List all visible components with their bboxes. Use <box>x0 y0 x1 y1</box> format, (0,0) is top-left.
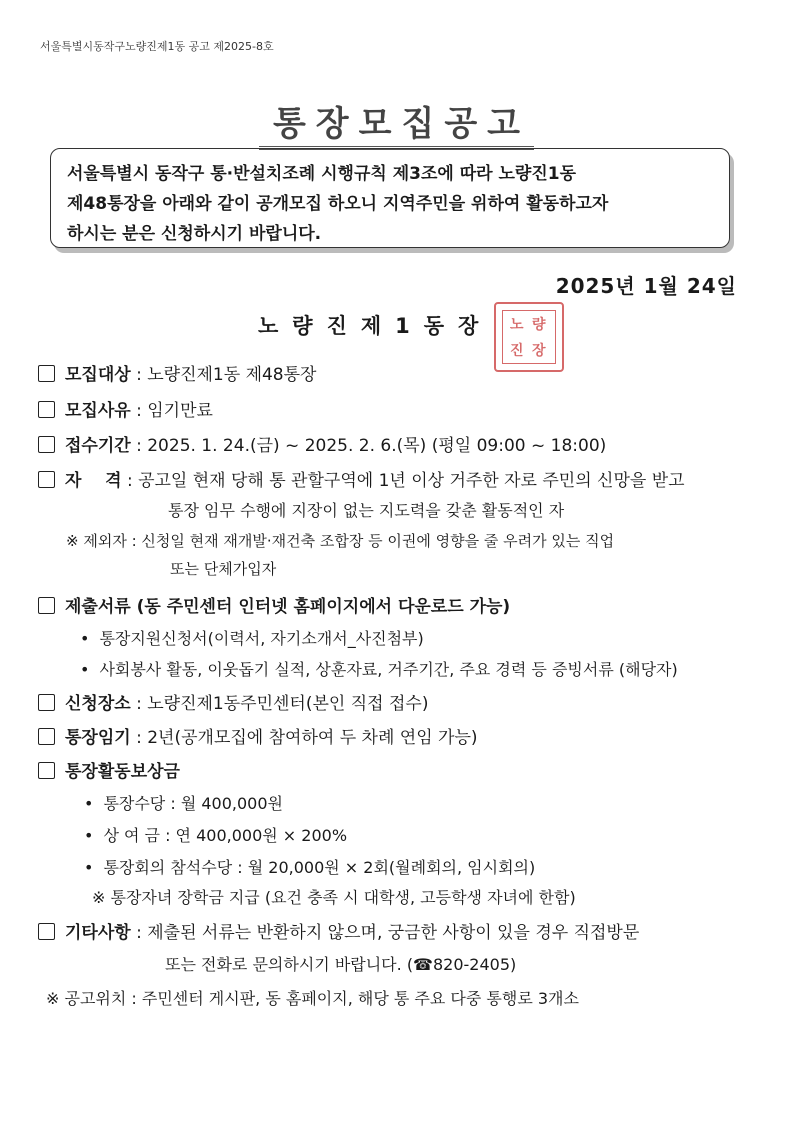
seal-glyph: 진 <box>510 343 524 359</box>
title-text: 통장모집공고 <box>259 104 534 150</box>
intro-line-3: 하시는 분은 신청하시기 바랍니다. <box>67 224 322 244</box>
seal-glyph: 량 <box>532 317 546 333</box>
page-title <box>0 96 793 145</box>
compensation-bullet-1: • 통장수당 : 월 400,000원 <box>84 791 283 814</box>
item-value: : 제출된 서류는 반환하지 않으며, 궁금한 사항이 있을 경우 직접방문 <box>136 923 640 943</box>
qualification-line-2: 통장 임무 수행에 지장이 없는 지도력을 갖춘 활동적인 자 <box>168 501 565 520</box>
item-label: 자 격 <box>65 471 122 491</box>
item-label: 접수기간 <box>65 436 131 456</box>
checkbox-etc <box>38 923 55 940</box>
item-value: : 2025. 1. 24.(금) ~ 2025. 2. 6.(목) (평일 09:00 ~ 18:00) <box>136 436 607 456</box>
item-value: : 노량진제1동 제48통장 <box>136 365 317 385</box>
documents-bullet-2: • 사회봉사 활동, 이웃돕기 실적, 상훈자료, 거주기간, 주요 경력 등 증빙서류 (해당자) <box>80 657 678 680</box>
item-reason <box>38 396 213 421</box>
item-label: 기타사항 <box>65 923 131 943</box>
notice-reference-number: 서울특별시동작구노량진제1동 공고 제2025-8호 <box>40 40 274 53</box>
item-value: : 임기만료 <box>136 401 213 421</box>
item-place <box>38 689 428 714</box>
item-documents <box>38 592 510 617</box>
item-etc <box>38 918 639 943</box>
checkbox-compensation <box>38 762 55 779</box>
scholarship-note: ※ 통장자녀 장학금 지급 (요건 충족 시 대학생, 고등학생 자녀에 한함) <box>92 888 576 907</box>
item-value: : 노량진제1동주민센터(본인 직접 접수) <box>136 694 429 714</box>
item-label: 모집사유 <box>65 401 131 421</box>
item-value: : 2년(공개모집에 참여하여 두 차례 연임 가능) <box>136 728 478 748</box>
checkbox-place <box>38 694 55 711</box>
intro-box <box>50 148 730 248</box>
item-term <box>38 723 478 748</box>
seal-glyph: 노 <box>510 317 524 333</box>
checkbox-documents <box>38 597 55 614</box>
documents-bullet-1: • 통장지원신청서(이력서, 자기소개서_사진첨부) <box>80 626 424 649</box>
checkbox-qualification <box>38 471 55 488</box>
intro-line-1: 서울특별시 동작구 통·반설치조례 시행규칙 제3조에 따라 노량진1동 <box>67 164 577 184</box>
compensation-bullet-3: • 통장회의 참석수당 : 월 20,000원 × 2회(월례회의, 임시회의) <box>84 855 535 878</box>
posting-location-note: ※ 공고위치 : 주민센터 게시판, 동 홈페이지, 해당 통 주요 다중 통행로 3개소 <box>46 989 579 1008</box>
item-period <box>38 431 606 456</box>
item-compensation <box>38 757 180 782</box>
exclusion-note: ※ 제외자 : 신청일 현재 재개발·재건축 조합장 등 이권에 영향을 줄 우려가 있는 직업 <box>66 532 615 550</box>
intro-line-2: 제48통장을 아래와 같이 공개모집 하오니 지역주민을 위하여 활동하고자 <box>67 194 609 214</box>
item-label: 통장활동보상금 <box>65 762 180 782</box>
checkbox-period <box>38 436 55 453</box>
item-label: 모집대상 <box>65 365 131 385</box>
item-label: 통장임기 <box>65 728 131 748</box>
checkbox-term <box>38 728 55 745</box>
official-seal <box>494 302 564 372</box>
compensation-bullet-2: • 상 여 금 : 연 400,000원 × 200% <box>84 823 347 846</box>
notice-date: 2025년 1월 24일 <box>555 274 737 298</box>
etc-line-2: 또는 전화로 문의하시기 바랍니다. (☎820-2405) <box>165 955 517 974</box>
item-value: : 공고일 현재 당해 통 관할구역에 1년 이상 거주한 자로 주민의 신망을 받고 <box>126 471 685 491</box>
item-target <box>38 360 316 385</box>
exclusion-note-line-2: 또는 단체가입자 <box>170 560 277 578</box>
checkbox-reason <box>38 401 55 418</box>
checkbox-target <box>38 365 55 382</box>
item-label: 신청장소 <box>65 694 131 714</box>
item-qualification <box>38 466 685 491</box>
item-label: 제출서류 (동 주민센터 인터넷 홈페이지에서 다운로드 가능) <box>65 597 511 617</box>
seal-glyph: 장 <box>532 343 546 359</box>
signer-name: 노량진제1동장 <box>258 314 493 338</box>
